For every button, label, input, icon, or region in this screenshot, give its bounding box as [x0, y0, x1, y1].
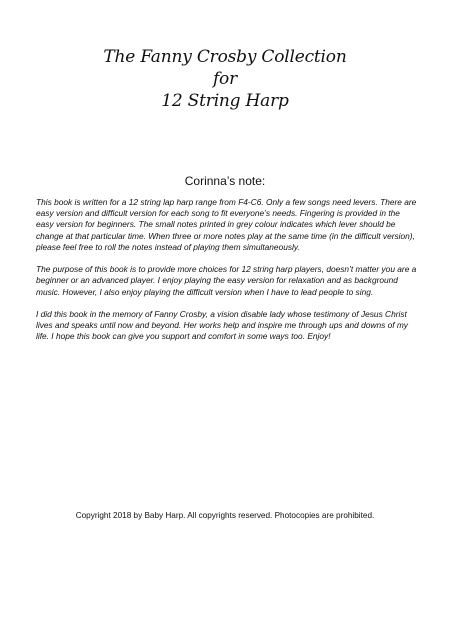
- paragraph-1: This book is written for a 12 string lap harp range from F4-C6. Only a few songs need levers. There are easy version and difficult version for each song to fit everyone’s needs. Fingering is provided in the easy version for beginners. The small notes printed in grey colour indicates which lever should be change at that particular time. When three or more notes play at the same time (in the difficult version), please feel free to roll the notes instead of playing them simultaneously.: [36, 197, 417, 252]
- copyright-notice: Copyright 2018 by Baby Harp. All copyrights reserved. Photocopies are prohibited.: [75, 511, 375, 520]
- note-heading: Corinna’s note:: [184, 174, 266, 188]
- title-line-1: The Fanny Crosby Collection: [103, 47, 347, 67]
- title-line-2: for: [212, 69, 238, 89]
- title-block: [0, 46, 450, 112]
- title-line-3: 12 String Harp: [161, 91, 289, 111]
- paragraph-2: The purpose of this book is to provide more choices for 12 string harp players, doesn’t matter you are a beginner or an advanced player. I enjoy playing the easy version for relaxation and as background music. However, I also enjoy playing the difficult version when I have to lead people to sing.: [36, 264, 417, 297]
- paragraph-3: I did this book in the memory of Fanny Crosby, a vision disable lady whose testimony of Jesus Christ lives and speaks until now and beyond. Her works help and inspire me through ups and downs of my life. I hope this book can give you support and comfort in some ways too. Enjoy!: [36, 309, 408, 342]
- note-body: [36, 197, 418, 354]
